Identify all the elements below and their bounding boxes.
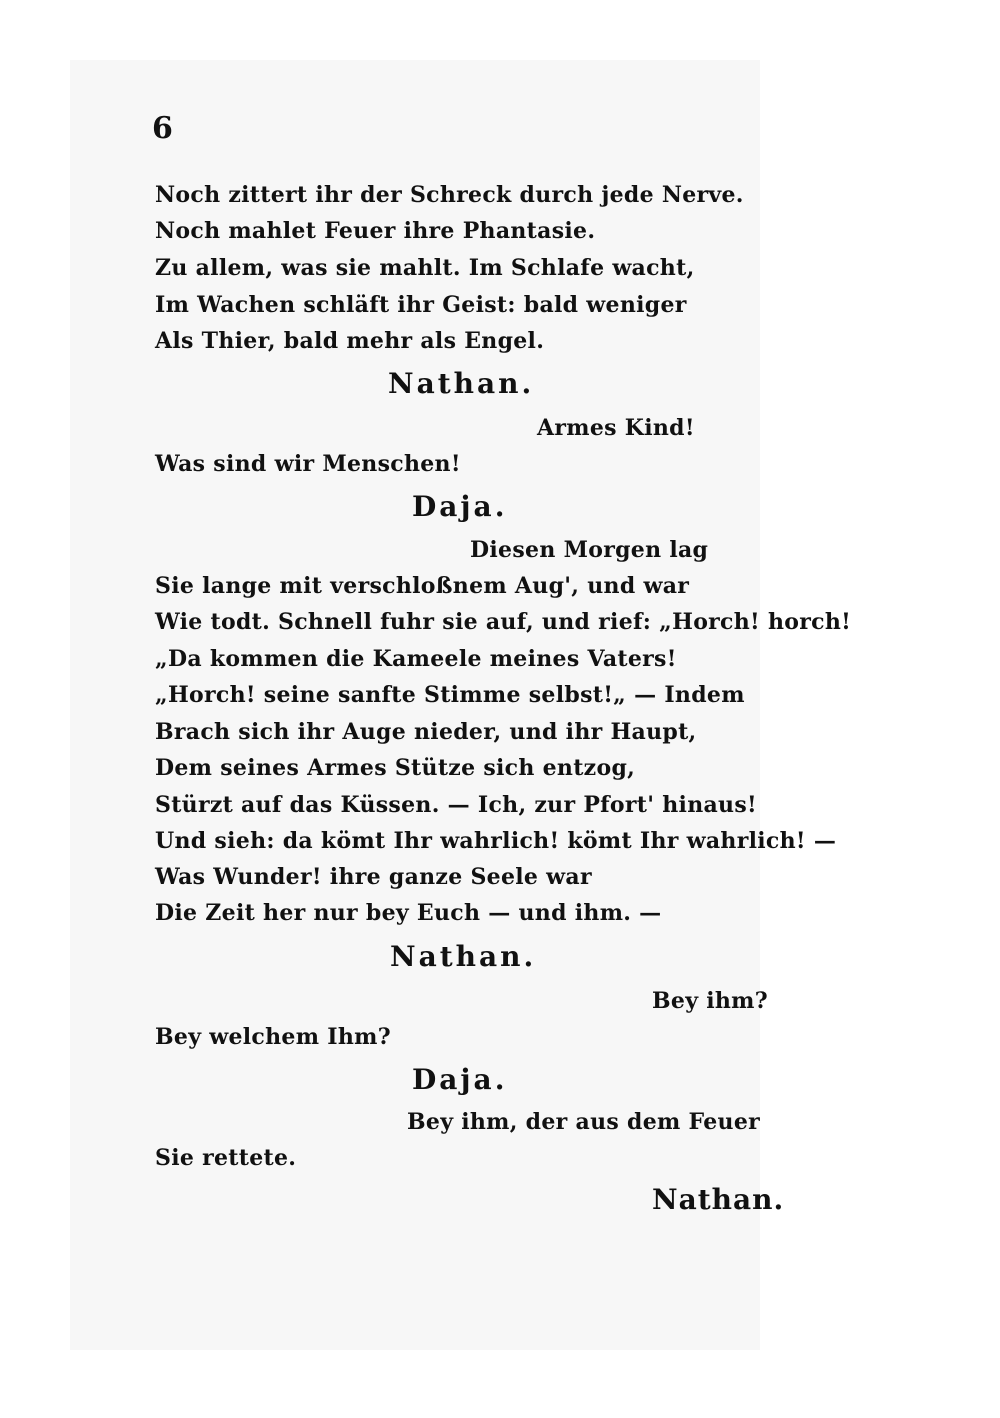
verse-line: Wie todt. Schnell fuhr sie auf, und rief: „Horch! horch! (155, 609, 852, 635)
verse-line: „Da kommen die Kameele meines Vaters! (155, 646, 677, 672)
speaker-heading: Nathan. (652, 1183, 785, 1216)
speaker-heading: Daja. (412, 490, 508, 523)
verse-line: Noch zittert ihr der Schreck durch jede Nerve. (155, 182, 744, 208)
verse-line: Zu allem, was sie mahlt. Im Schlafe wacht, (155, 255, 695, 281)
verse-line: Armes Kind! (537, 415, 695, 441)
verse-line: Noch mahlet Feuer ihre Phantasie. (155, 218, 596, 244)
verse-line: Sie lange mit verschloßnem Aug', und war (155, 573, 690, 599)
verse-line: Was Wunder! ihre ganze Seele war (155, 864, 592, 890)
verse-line: Stürzt auf das Küssen. — Ich, zur Pfort' hinaus! (155, 792, 757, 818)
verse-line: Dem seines Armes Stütze sich entzog, (155, 755, 636, 781)
verse-line: Die Zeit her nur bey Euch — und ihm. — (155, 900, 662, 926)
verse-line: Bey ihm, der aus dem Feuer (407, 1109, 761, 1135)
verse-line: Sie rettete. (155, 1145, 297, 1171)
verse-line: Als Thier, bald mehr als Engel. (155, 328, 545, 354)
verse-line: Was sind wir Menschen! (155, 451, 461, 477)
verse-line: Bey ihm? (652, 988, 768, 1014)
verse-line: Im Wachen schläft ihr Geist: bald weniger (155, 292, 687, 318)
verse-line: Brach sich ihr Auge nieder, und ihr Haupt, (155, 719, 697, 745)
speaker-heading: Daja. (412, 1063, 508, 1096)
verse-line: Und sieh: da kömt Ihr wahrlich! kömt Ihr wahrlich! — (155, 828, 837, 854)
verse-line: „Horch! seine sanfte Stimme selbst!„ — Indem (155, 682, 745, 708)
speaker-heading: Nathan. (390, 940, 537, 973)
speaker-heading: Nathan. (388, 367, 535, 400)
page-number: 6 (152, 111, 173, 146)
verse-line: Diesen Morgen lag (470, 537, 709, 563)
verse-line: Bey welchem Ihm? (155, 1024, 391, 1050)
